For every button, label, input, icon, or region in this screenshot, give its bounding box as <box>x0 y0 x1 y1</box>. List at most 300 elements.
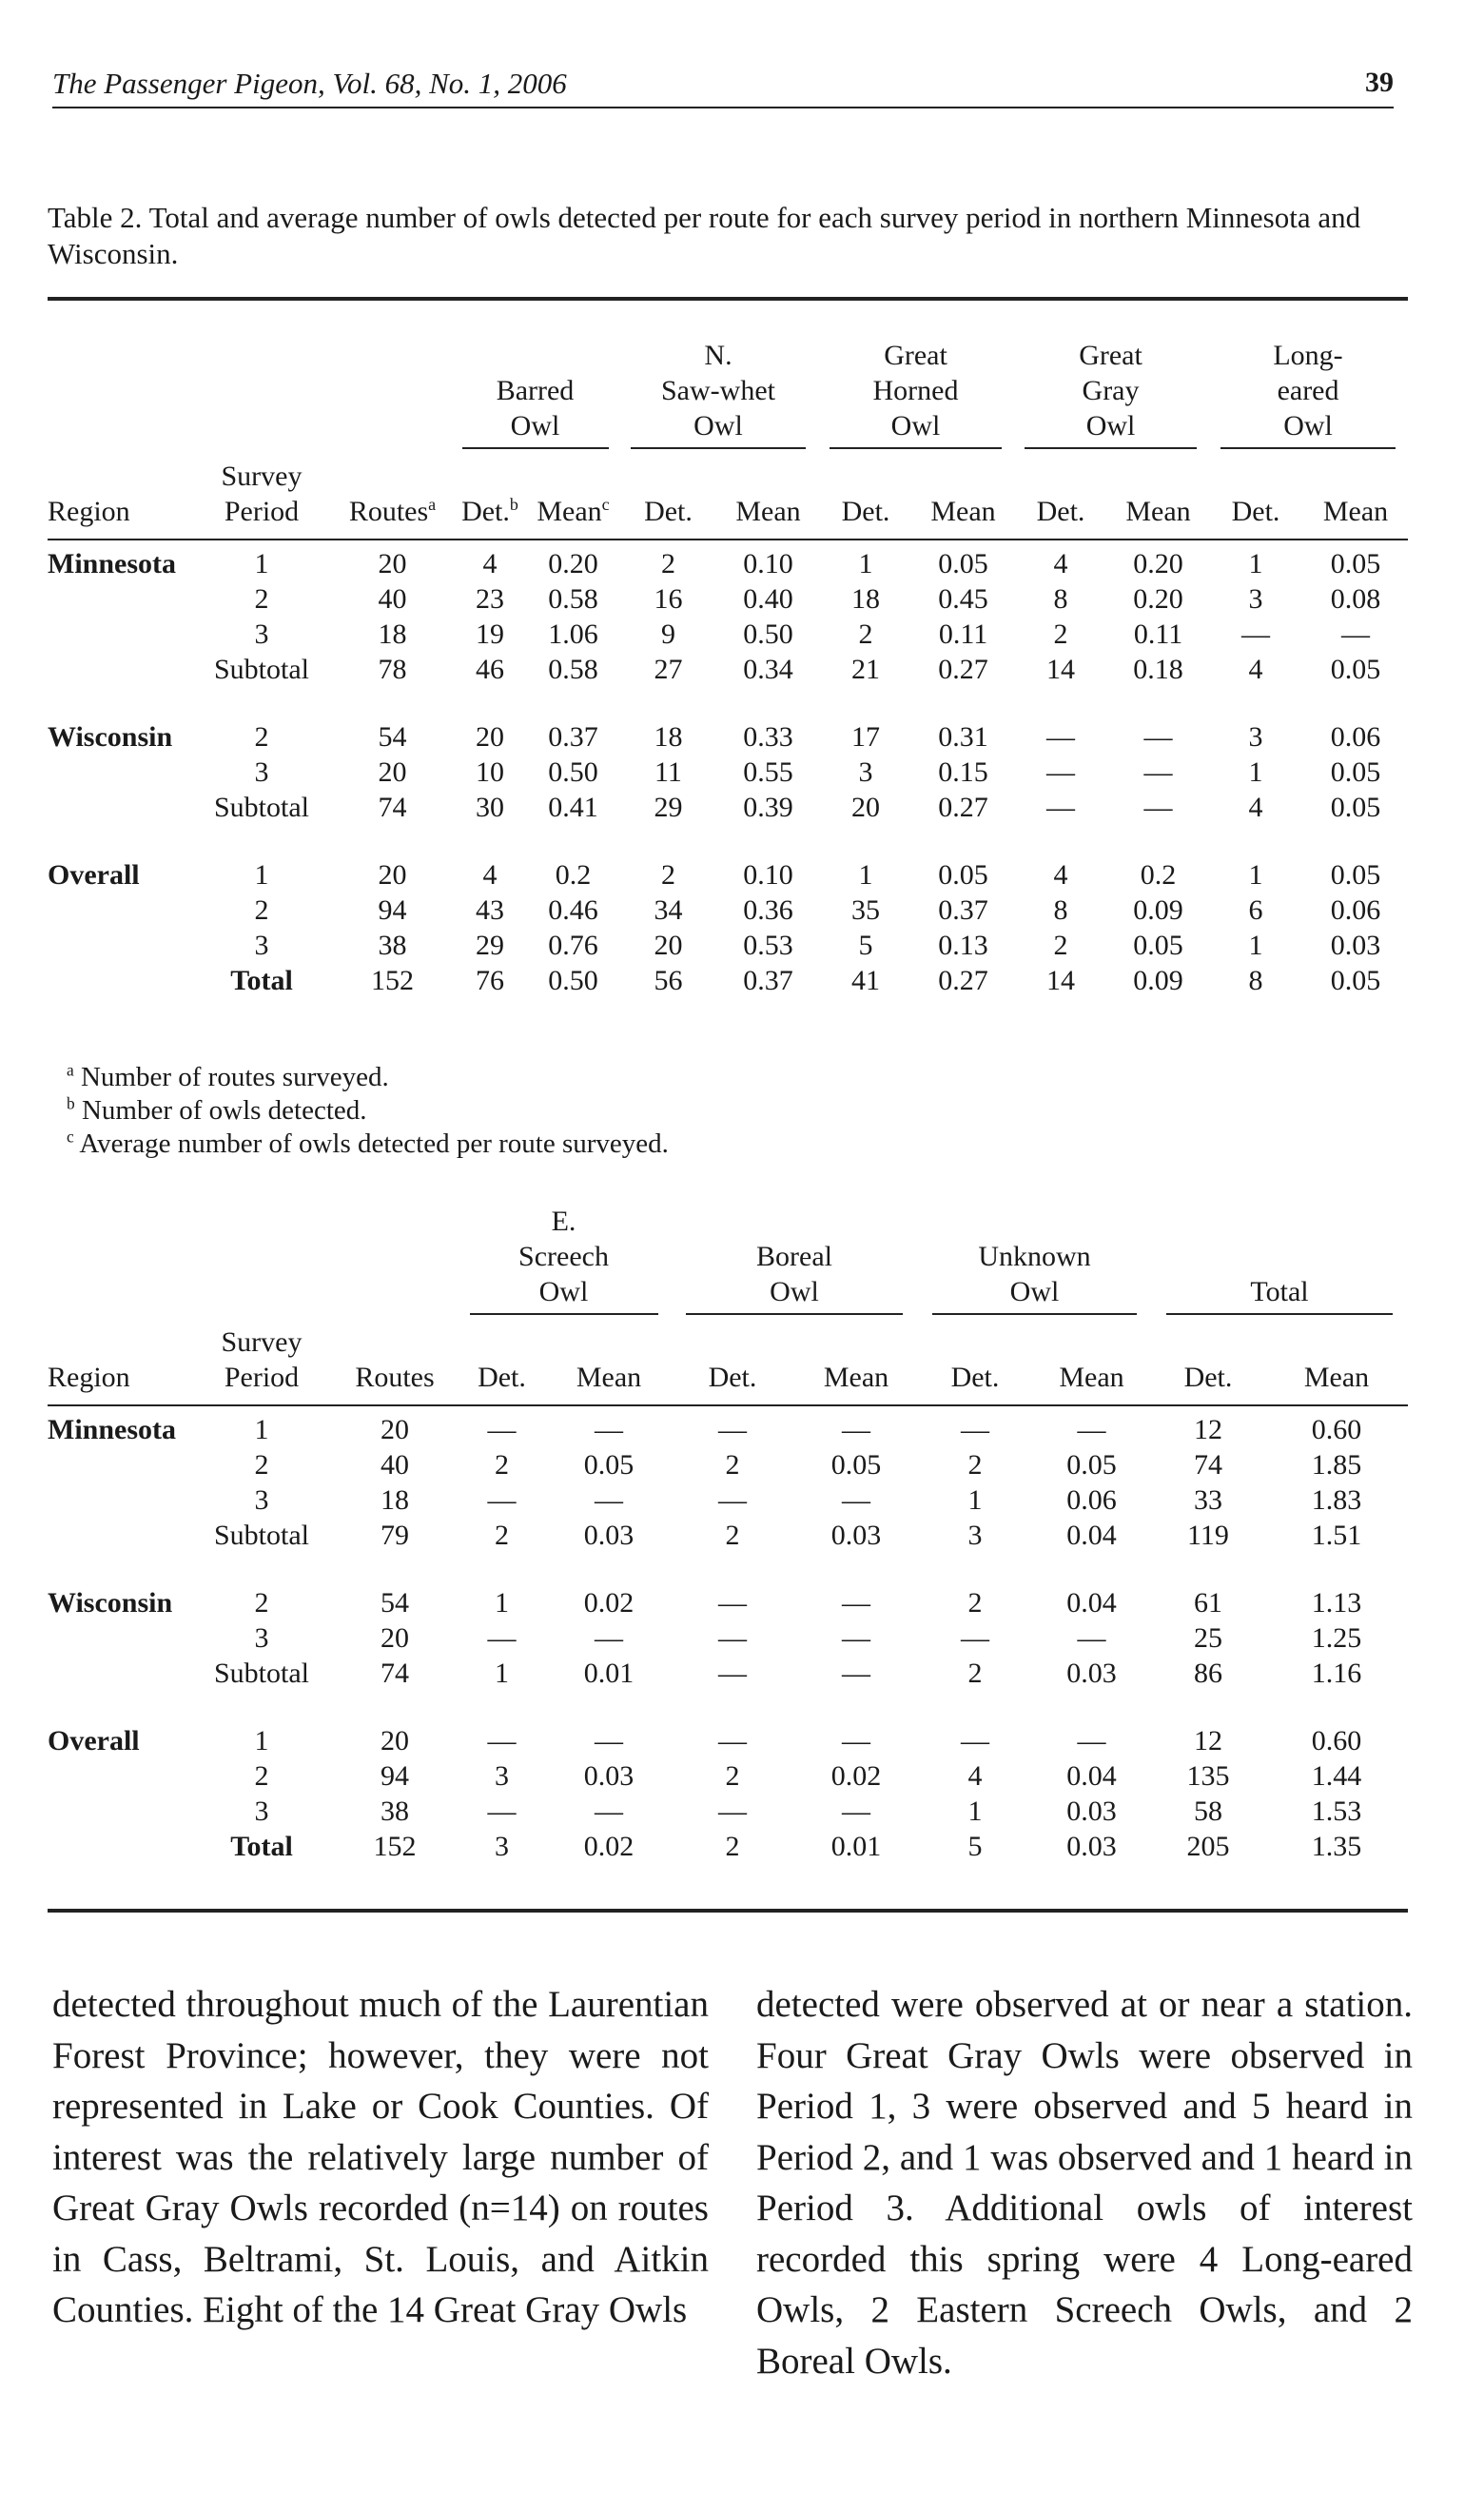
table-cell: — <box>1143 792 1173 823</box>
table-cell: 0.05 <box>938 548 988 579</box>
table-cell: 0.01 <box>830 1831 882 1862</box>
table-cell: 0.10 <box>743 859 793 891</box>
table-cell: 1.35 <box>1311 1831 1362 1862</box>
column-header-row <box>48 449 1408 540</box>
col-mean: Mean$^c$ <box>528 449 618 540</box>
species-great-gray-owl: Great Gray Owl <box>1013 338 1208 449</box>
table-cell: 20 <box>851 792 881 823</box>
table-cell: 0.18 <box>1133 654 1183 685</box>
table-cell: 0.39 <box>743 792 793 823</box>
table-cell: — <box>718 1587 747 1619</box>
table-cell: 0.04 <box>1066 1760 1117 1792</box>
table-cell: — <box>842 1587 870 1619</box>
table-cell: 21 <box>851 654 881 685</box>
table-cell: 4 <box>967 1760 983 1792</box>
table-cell: 0.33 <box>743 721 793 753</box>
period-cell: 3 <box>254 618 269 650</box>
table-bottom-rule <box>48 1909 1408 1913</box>
region-cell <box>48 755 190 790</box>
table-cell: 0.27 <box>938 792 988 823</box>
col-det: Det. <box>1013 449 1108 540</box>
col-mean: Mean <box>718 449 818 540</box>
table-cell: 76 <box>476 965 504 996</box>
table-cell: 0.10 <box>743 548 793 579</box>
region-cell <box>48 1447 190 1482</box>
table-row <box>48 1723 1408 1758</box>
table-cell: 0.05 <box>938 859 988 891</box>
table-cell: 38 <box>381 1796 409 1827</box>
col-routes: Routes$^a$ <box>333 449 452 540</box>
table-cell: 18 <box>378 618 407 650</box>
table-cell: 3 <box>1248 721 1263 753</box>
table-cell: — <box>595 1796 623 1827</box>
table-cell: — <box>1077 1414 1106 1445</box>
page-number: 39 <box>1365 67 1394 98</box>
table-cell: 23 <box>476 583 504 615</box>
table-row <box>48 540 1408 581</box>
table-row <box>48 652 1408 687</box>
table-cell: 1 <box>1248 930 1263 961</box>
table-cell: — <box>842 1658 870 1689</box>
table-cell: 0.03 <box>583 1520 635 1551</box>
table-cell: 0.06 <box>1330 894 1381 926</box>
region-cell <box>48 790 190 825</box>
table-cell: 0.06 <box>1330 721 1381 753</box>
table-cell: — <box>842 1484 870 1516</box>
table-cell: 0.05 <box>1066 1449 1117 1481</box>
col-mean: Mean <box>547 1315 671 1405</box>
table-row <box>48 893 1408 928</box>
table-cell: 43 <box>476 894 504 926</box>
table-cell: — <box>718 1725 747 1756</box>
table-cell: 1 <box>495 1658 509 1689</box>
col-mean: Mean <box>1032 1315 1151 1405</box>
table-cell: 35 <box>851 894 881 926</box>
table-cell: 1.25 <box>1311 1622 1362 1654</box>
table-cell: 0.36 <box>743 894 793 926</box>
col-det: Det. <box>818 449 913 540</box>
table-cell: 94 <box>378 894 407 926</box>
table-cell: 2 <box>725 1760 740 1792</box>
region-cell <box>48 1482 190 1518</box>
table-cell: 1.06 <box>548 618 598 650</box>
table-cell: 0.05 <box>1330 859 1381 891</box>
col-routes: Routes <box>333 1315 457 1405</box>
table-cell: 0.11 <box>938 618 988 650</box>
table-row <box>48 719 1408 755</box>
table-cell: 0.05 <box>1133 930 1183 961</box>
table-cell: 1.53 <box>1311 1796 1362 1827</box>
region-cell <box>48 963 190 998</box>
table-cell: 74 <box>378 792 407 823</box>
group-spacer <box>48 1691 1408 1723</box>
table-cell: 19 <box>476 618 504 650</box>
table-cell: 86 <box>1194 1658 1222 1689</box>
table-cell: — <box>718 1414 747 1445</box>
footnote: $^a$ Number of routes surveyed. <box>67 1060 389 1092</box>
region-cell: Minnesota <box>48 1414 176 1445</box>
table-row <box>48 963 1408 998</box>
col-mean: Mean <box>794 1315 918 1405</box>
table-cell: 0.05 <box>1330 654 1381 685</box>
running-head <box>52 59 1394 108</box>
table-cell: — <box>718 1658 747 1689</box>
table-cell: 2 <box>661 548 675 579</box>
body-text-right-column: detected were observed at or near a station. Four Great Gray Owls were observed in Period 1, 3 were observed and 5 heard in Period 2, and 1 was observed and 1 heard in Period 3. Additional owls of interest recorded this spring were 4 Long-eared Owls, 2 Eastern Screech Owls, and 2 Boreal Owls. <box>756 1984 1413 2382</box>
table-cell: 2 <box>967 1449 983 1481</box>
table-cell: 74 <box>1194 1449 1222 1481</box>
species-unknown-owl: Unknown Owl <box>918 1204 1151 1315</box>
table-cell: 3 <box>495 1831 509 1862</box>
col-mean: Mean <box>913 449 1013 540</box>
period-cell: 3 <box>254 756 269 788</box>
table-cell: 1 <box>1248 548 1263 579</box>
col-survey-period: Survey Period <box>190 1315 333 1405</box>
table-cell: 2 <box>725 1831 740 1862</box>
table-cell: — <box>487 1725 517 1756</box>
table-cell: 54 <box>381 1587 409 1619</box>
table-cell: 20 <box>381 1414 409 1445</box>
table-cell: 0.09 <box>1133 894 1183 926</box>
region-cell: Overall <box>48 1725 140 1756</box>
table-cell: 18 <box>851 583 881 615</box>
table-cell: 4 <box>1248 654 1263 685</box>
table-cell: 0.05 <box>583 1449 635 1481</box>
period-cell: Subtotal <box>213 654 309 685</box>
table-cell: 0.58 <box>548 583 598 615</box>
table-cell: 5 <box>967 1831 983 1862</box>
region-cell: Minnesota <box>48 548 176 579</box>
table-cell: 0.20 <box>1133 583 1183 615</box>
period-cell: 1 <box>254 1414 269 1445</box>
table-cell: 16 <box>654 583 683 615</box>
table-cell: 29 <box>654 792 683 823</box>
table-cell: 0.05 <box>1330 792 1381 823</box>
table-cell: 0.41 <box>548 792 598 823</box>
col-det: Det. <box>457 1315 547 1405</box>
period-cell: 2 <box>254 721 269 753</box>
table-cell: 17 <box>851 721 881 753</box>
table-cell: 46 <box>476 654 504 685</box>
region-cell: Overall <box>48 859 140 891</box>
table-cell: 20 <box>378 548 407 579</box>
table-cell: 1 <box>1248 859 1263 891</box>
region-cell: Wisconsin <box>48 721 173 753</box>
table-cell: 20 <box>476 721 504 753</box>
region-cell <box>48 1656 190 1691</box>
table-row <box>48 617 1408 652</box>
table-cell: 0.50 <box>743 618 793 650</box>
table-cell: — <box>1341 618 1371 650</box>
table-cell: 0.2 <box>555 859 592 891</box>
table-cell: 0.60 <box>1311 1414 1362 1445</box>
period-cell: 2 <box>254 1587 269 1619</box>
table-cell: 0.03 <box>1066 1796 1117 1827</box>
table-cell: 2 <box>725 1449 740 1481</box>
table-cell: 1 <box>858 548 873 579</box>
table-cell: 25 <box>1194 1622 1222 1654</box>
table-cell: 40 <box>378 583 407 615</box>
table-cell: 0.31 <box>938 721 988 753</box>
table-cell: 152 <box>373 1831 417 1862</box>
table-cell: 78 <box>378 654 407 685</box>
table-cell: 18 <box>654 721 683 753</box>
table-cell: 2 <box>725 1520 740 1551</box>
table-row <box>48 1758 1408 1794</box>
period-cell: 3 <box>254 930 269 961</box>
col-det: Det. <box>1151 1315 1265 1405</box>
table-cell: 20 <box>378 859 407 891</box>
table-row <box>48 857 1408 893</box>
group-spacer <box>48 1553 1408 1585</box>
table-row <box>48 1620 1408 1656</box>
table-cell: 0.40 <box>743 583 793 615</box>
region-cell <box>48 1794 190 1829</box>
table-cell: 33 <box>1194 1484 1222 1516</box>
col-det: Det. <box>671 1315 794 1405</box>
table-cell: 20 <box>378 756 407 788</box>
table-cell: 0.01 <box>583 1658 635 1689</box>
species-boreal-owl: Boreal Owl <box>671 1204 918 1315</box>
table-cell: 18 <box>381 1484 409 1516</box>
table-cell: 0.02 <box>583 1831 635 1862</box>
table-row <box>48 928 1408 963</box>
table-row <box>48 1585 1408 1620</box>
table-cell: 5 <box>858 930 873 961</box>
table-cell: 14 <box>1046 654 1076 685</box>
table-row <box>48 1447 1408 1482</box>
table-cell: 9 <box>661 618 675 650</box>
table-cell: — <box>718 1622 747 1654</box>
owl-table-part-2 <box>48 1204 1408 1864</box>
total-header: Total <box>1151 1204 1408 1315</box>
table-cell: — <box>718 1484 747 1516</box>
table-cell: 20 <box>654 930 683 961</box>
table-cell: 0.04 <box>1066 1520 1117 1551</box>
region-cell: Wisconsin <box>48 1587 173 1619</box>
table-cell: 1 <box>1248 756 1263 788</box>
table-cell: 56 <box>654 965 683 996</box>
region-cell <box>48 893 190 928</box>
table-cell: 1.85 <box>1311 1449 1362 1481</box>
table-cell: 0.15 <box>938 756 988 788</box>
table-cell: — <box>842 1622 870 1654</box>
table-cell: 0.03 <box>583 1760 635 1792</box>
col-region: Region <box>48 449 190 540</box>
species-barred-owl: Barred Owl <box>452 338 618 449</box>
region-cell <box>48 1758 190 1794</box>
table-cell: 2 <box>858 618 873 650</box>
region-cell <box>48 1829 190 1864</box>
col-mean: Mean <box>1265 1315 1408 1405</box>
table-cell: 79 <box>381 1520 409 1551</box>
table-row <box>48 1482 1408 1518</box>
period-cell: Subtotal <box>213 1658 309 1689</box>
table-cell: 1 <box>495 1587 509 1619</box>
table-cell: 74 <box>381 1658 409 1689</box>
table-cell: 3 <box>858 756 873 788</box>
table-cell: 29 <box>476 930 504 961</box>
col-det: Det. <box>618 449 718 540</box>
table-cell: 0.03 <box>1066 1831 1117 1862</box>
table-cell: 27 <box>654 654 683 685</box>
table-row <box>48 755 1408 790</box>
table-cell: 0.03 <box>1330 930 1381 961</box>
period-cell: Total <box>230 965 293 996</box>
table-cell: 0.06 <box>1066 1484 1117 1516</box>
table-cell: 2 <box>967 1587 983 1619</box>
table-cell: 58 <box>1194 1796 1222 1827</box>
table-cell: 94 <box>381 1760 409 1792</box>
table-cell: — <box>595 1725 623 1756</box>
table-cell: — <box>487 1414 517 1445</box>
table-cell: 4 <box>482 859 498 891</box>
period-cell: Total <box>230 1831 293 1862</box>
table-row <box>48 1794 1408 1829</box>
table-cell: — <box>1143 756 1173 788</box>
table-cell: — <box>842 1796 870 1827</box>
table-cell: 0.53 <box>743 930 793 961</box>
table-cell: 2 <box>495 1520 509 1551</box>
table-cell: 2 <box>661 859 675 891</box>
table-cell: 14 <box>1046 965 1076 996</box>
table-cell: 0.37 <box>938 894 988 926</box>
table-top-rule <box>48 297 1408 301</box>
table-cell: — <box>487 1622 517 1654</box>
species-header-row <box>48 1204 1408 1315</box>
table-cell: 1 <box>858 859 873 891</box>
period-cell: 2 <box>254 1449 269 1481</box>
footnote: $^b$ Number of owls detected. <box>67 1093 367 1126</box>
table-cell: 54 <box>378 721 407 753</box>
table-cell: 4 <box>1053 548 1068 579</box>
region-cell <box>48 1620 190 1656</box>
table-cell: 4 <box>482 548 498 579</box>
region-cell <box>48 652 190 687</box>
table-cell: 0.08 <box>1330 583 1381 615</box>
col-det: Det.$^b$ <box>452 449 528 540</box>
period-cell: 3 <box>254 1796 269 1827</box>
table-cell: 1.13 <box>1311 1587 1362 1619</box>
table-cell: 0.55 <box>743 756 793 788</box>
table-cell: 0.27 <box>938 654 988 685</box>
table-cell: 2 <box>967 1658 983 1689</box>
period-cell: Subtotal <box>213 1520 309 1551</box>
table-row <box>48 1518 1408 1553</box>
table-cell: 152 <box>371 965 414 996</box>
table-cell: 61 <box>1194 1587 1222 1619</box>
table-cell: 119 <box>1187 1520 1229 1551</box>
journal-title: The Passenger Pigeon, Vol. 68, No. 1, 2006 <box>52 67 567 100</box>
table-cell: 2 <box>495 1449 509 1481</box>
table-cell: — <box>842 1414 870 1445</box>
table-cell: 0.20 <box>1133 548 1183 579</box>
table-cell: — <box>1077 1725 1106 1756</box>
table-cell: 0.45 <box>938 583 988 615</box>
table-footnotes <box>67 1061 669 1161</box>
table-cell: — <box>842 1725 870 1756</box>
period-cell: 1 <box>254 859 269 891</box>
body-text-left-column: detected throughout much of the Laurentian Forest Province; however, they were not represented in Lake or Cook Counties. Of interest was the relatively large number of Great Gray Owls recorded (n=14) on routes in Cass, Beltrami, St. Louis, and Aitkin Counties. Eight of the 14 Great Gray Owls <box>52 1984 709 2330</box>
table-cell: — <box>487 1796 517 1827</box>
region-cell <box>48 581 190 617</box>
table-caption: Table 2. Total and average number of owls detected per route for each survey period in northern Minnesota and Wisconsin. <box>48 201 1361 270</box>
table-cell: 20 <box>381 1725 409 1756</box>
table-cell: 1.16 <box>1311 1658 1362 1689</box>
table-cell: 0.50 <box>548 756 598 788</box>
table-cell: 3 <box>495 1760 509 1792</box>
species-eastern-screech-owl: E. Screech Owl <box>457 1204 671 1315</box>
species-great-horned-owl: Great Horned Owl <box>818 338 1013 449</box>
table-row <box>48 1405 1408 1447</box>
owl-table-part-1 <box>48 338 1408 998</box>
table-cell: 0.58 <box>548 654 598 685</box>
table-cell: 0.03 <box>830 1520 882 1551</box>
table-cell: 1.44 <box>1311 1760 1362 1792</box>
species-header-row <box>48 338 1408 449</box>
col-mean: Mean <box>1108 449 1208 540</box>
table-cell: 38 <box>378 930 407 961</box>
table-cell: 0.2 <box>1140 859 1177 891</box>
table-cell: 205 <box>1186 1831 1230 1862</box>
table-cell: 0.50 <box>548 965 598 996</box>
table-cell: 4 <box>1248 792 1263 823</box>
table-cell: 0.05 <box>1330 965 1381 996</box>
table-cell: 0.34 <box>743 654 793 685</box>
group-spacer <box>48 825 1408 857</box>
period-cell: 2 <box>254 894 269 926</box>
table-cell: — <box>595 1414 623 1445</box>
table-cell: 30 <box>476 792 504 823</box>
table-cell: — <box>1143 721 1173 753</box>
table-cell: 11 <box>654 756 682 788</box>
table-cell: 0.05 <box>830 1449 882 1481</box>
species-long-eared-owl: Long- eared Owl <box>1208 338 1408 449</box>
table-cell: 20 <box>381 1622 409 1654</box>
table-cell: 3 <box>1248 583 1263 615</box>
species-saw-whet-owl: N. Saw-whet Owl <box>618 338 818 449</box>
region-cell <box>48 1518 190 1553</box>
table-cell: 0.03 <box>1066 1658 1117 1689</box>
table-cell: — <box>1046 792 1076 823</box>
table-cell: 4 <box>1053 859 1068 891</box>
table-cell: 0.04 <box>1066 1587 1117 1619</box>
region-cell <box>48 617 190 652</box>
table-cell: 2 <box>1053 930 1068 961</box>
table-cell: 12 <box>1194 1414 1222 1445</box>
table-cell: 10 <box>476 756 504 788</box>
table-cell: 1.51 <box>1311 1520 1362 1551</box>
table-cell: 0.37 <box>548 721 598 753</box>
table-cell: 3 <box>967 1520 983 1551</box>
table-row <box>48 1829 1408 1864</box>
table-cell: — <box>595 1622 623 1654</box>
period-cell: 2 <box>254 1760 269 1792</box>
table-cell: 0.46 <box>548 894 598 926</box>
table-cell: 1 <box>967 1796 983 1827</box>
table-cell: 8 <box>1053 583 1068 615</box>
table-cell: 0.37 <box>743 965 793 996</box>
table-cell: 34 <box>654 894 683 926</box>
table-row <box>48 581 1408 617</box>
table-cell: 0.60 <box>1311 1725 1362 1756</box>
table-cell: 12 <box>1194 1725 1222 1756</box>
region-cell <box>48 928 190 963</box>
table-cell: 0.02 <box>583 1587 635 1619</box>
table-cell: 0.76 <box>548 930 598 961</box>
table-cell: 8 <box>1053 894 1068 926</box>
table-cell: 6 <box>1248 894 1263 926</box>
